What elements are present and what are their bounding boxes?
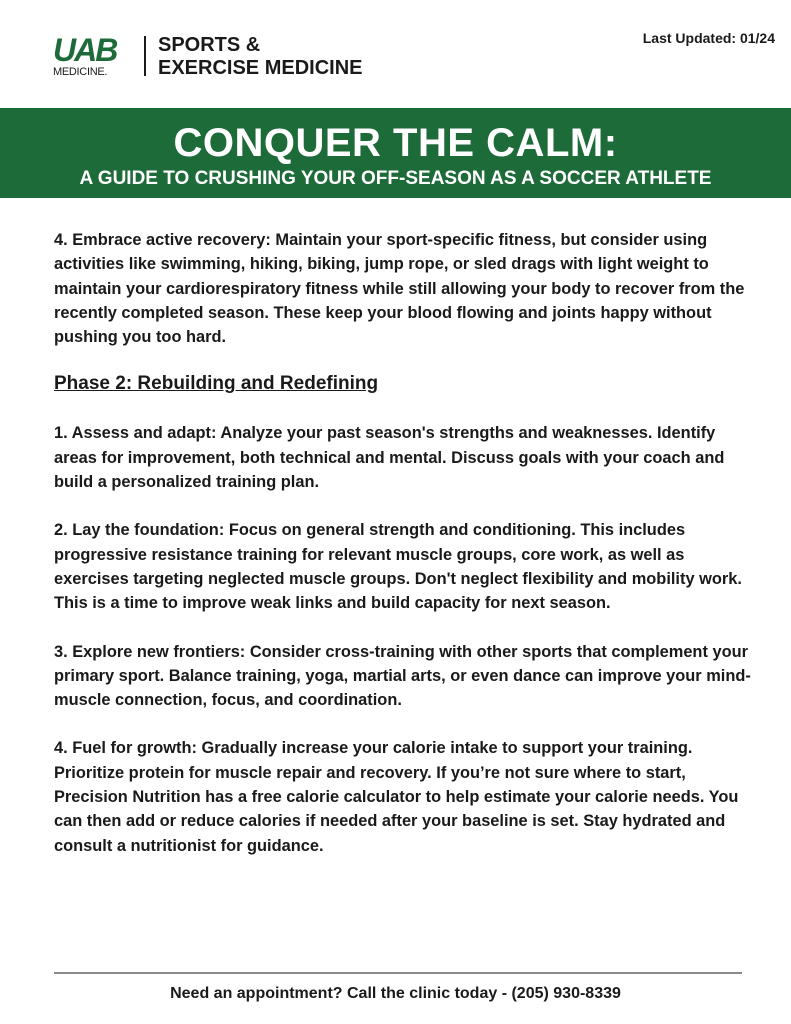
logo-subtext: MEDICINE. <box>53 66 108 78</box>
page-title: CONQUER THE CALM: <box>173 121 618 165</box>
department-title-line1: SPORTS & <box>158 34 261 56</box>
page-subtitle: A GUIDE TO CRUSHING YOUR OFF-SEASON AS A SOCCER ATHLETE <box>79 168 712 189</box>
title-banner <box>0 108 791 198</box>
phase2-heading: Phase 2: Rebuilding and Redefining <box>54 373 379 395</box>
department-title <box>158 34 362 80</box>
uab-medicine-logo <box>53 32 133 78</box>
last-updated-date: Last Updated: 01/24 <box>642 30 775 46</box>
logo-divider <box>144 36 146 76</box>
department-title-line2: EXERCISE MEDICINE <box>158 57 363 79</box>
main-content <box>54 228 754 858</box>
page-header <box>0 0 791 108</box>
footer-divider <box>54 972 742 974</box>
phase1-item-4: 4. Embrace active recovery: Maintain your sport-specific fitness, but consider using activities like swimming, hiking, biking, jump rope, or sled drags with light weight to maintain your cardiorespiratory fitness while still allowing your body to recover from the recently completed season. These keep your blood flowing and joints happy without pushing you too hard. <box>54 231 745 347</box>
logo-mark: UAB <box>53 32 117 68</box>
phase2-item-3: 3. Explore new frontiers: Consider cross-training with other sports that complement your primary sport. Balance training, yoga, martial arts, or even dance can improve your mind-muscle connection, focus, and coordination. <box>54 642 751 710</box>
phase2-item-1: 1. Assess and adapt: Analyze your past season's strengths and weaknesses. Identify areas for improvement, both technical and mental. Discuss goals with your coach and build a personalized training plan. <box>54 424 725 492</box>
phase2-item-2: 2. Lay the foundation: Focus on general strength and conditioning. This includes progressive resistance training for relevant muscle groups, core work, as well as exercises targeting neglected muscle groups. Don't neglect flexibility and mobility work. This is a time to improve weak links and build capacity for next season. <box>54 521 742 613</box>
phase2-item-4: 4. Fuel for growth: Gradually increase your calorie intake to support your training. Prioritize protein for muscle repair and recovery. If you’re not sure where to start, Precision Nutrition has a free calorie calculator to help estimate your calorie needs. You can then add or reduce calories if needed after your baseline is set. Stay hydrated and consult a nutritionist for guidance. <box>54 739 739 855</box>
footer-contact: Need an appointment? Call the clinic today - (205) 930-8339 <box>170 985 621 1002</box>
